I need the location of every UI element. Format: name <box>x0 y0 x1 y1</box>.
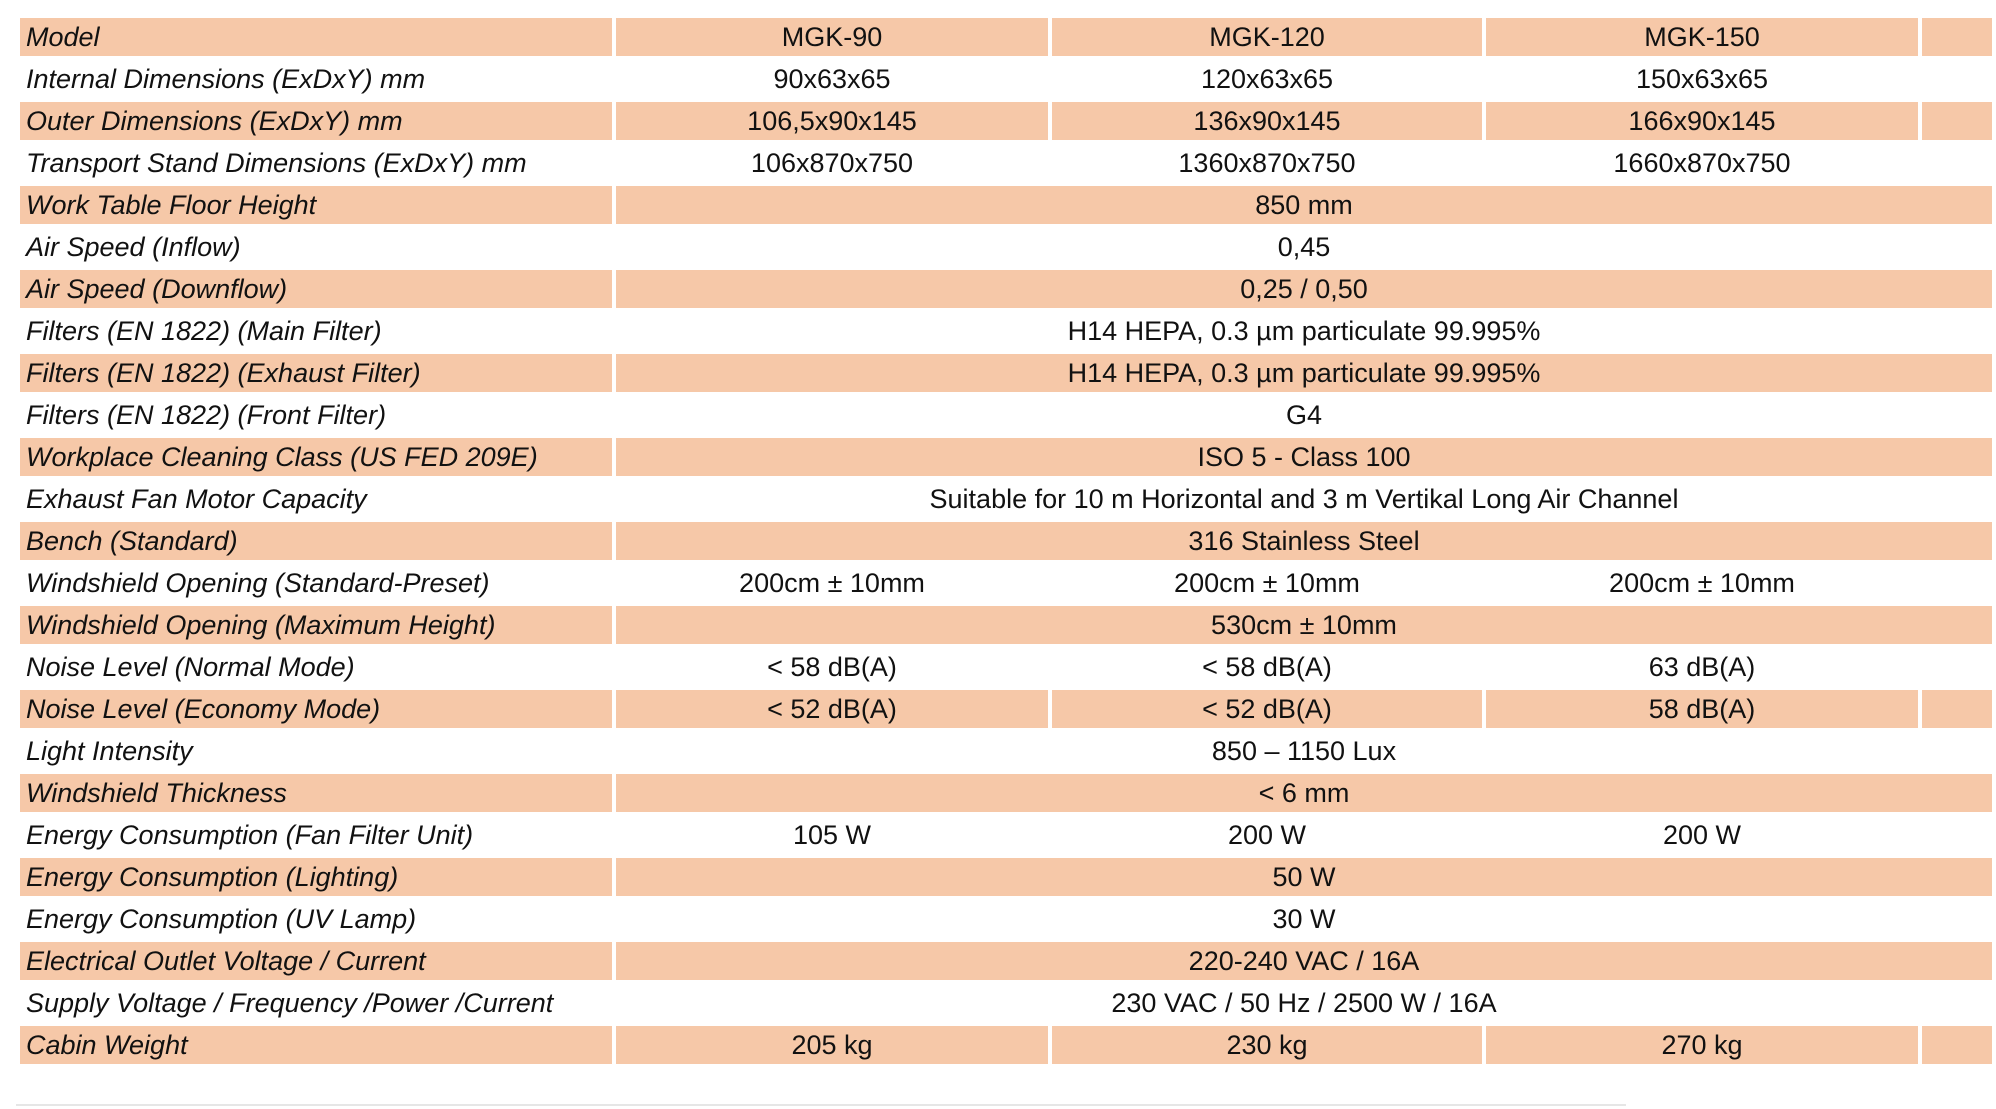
table-row <box>20 480 1992 518</box>
table-row <box>20 312 1992 350</box>
row-value: < 52 dB(A) <box>616 690 1048 728</box>
table-row <box>20 858 1992 896</box>
spec-table <box>16 14 1996 1068</box>
row-label: Air Speed (Inflow) <box>20 228 612 266</box>
row-value: H14 HEPA, 0.3 µm particulate 99.995% <box>616 354 1992 392</box>
row-label: Supply Voltage / Frequency /Power /Current <box>20 984 612 1022</box>
model-mgk-120: MGK-120 <box>1052 18 1482 56</box>
table-row <box>20 732 1992 770</box>
row-extra-cell <box>1922 60 1992 98</box>
row-extra-cell <box>1922 1026 1992 1064</box>
row-value: 58 dB(A) <box>1486 690 1918 728</box>
row-value: 166x90x145 <box>1486 102 1918 140</box>
row-value: 850 mm <box>616 186 1992 224</box>
table-row <box>20 186 1992 224</box>
row-label: Work Table Floor Height <box>20 186 612 224</box>
row-value: H14 HEPA, 0.3 µm particulate 99.995% <box>616 312 1992 350</box>
row-value: 1660x870x750 <box>1486 144 1918 182</box>
table-row <box>20 1026 1992 1064</box>
row-extra-cell <box>1922 144 1992 182</box>
table-row <box>20 900 1992 938</box>
spec-table-body <box>20 18 1992 1064</box>
row-label: Outer Dimensions (ExDxY) mm <box>20 102 612 140</box>
row-label: Windshield Opening (Standard-Preset) <box>20 564 612 602</box>
table-row <box>20 984 1992 1022</box>
row-label: Light Intensity <box>20 732 612 770</box>
row-label: Windshield Opening (Maximum Height) <box>20 606 612 644</box>
table-row <box>20 228 1992 266</box>
bottom-divider <box>16 1104 1626 1106</box>
table-row <box>20 648 1992 686</box>
row-value: 230 VAC / 50 Hz / 2500 W / 16A <box>616 984 1992 1022</box>
table-row <box>20 942 1992 980</box>
row-value: Suitable for 10 m Horizontal and 3 m Vertikal Long Air Channel <box>616 480 1992 518</box>
row-value: 90x63x65 <box>616 60 1048 98</box>
row-value: 0,45 <box>616 228 1992 266</box>
row-value: 220-240 VAC / 16A <box>616 942 1992 980</box>
table-row <box>20 102 1992 140</box>
header-row <box>20 18 1992 56</box>
row-extra-cell <box>1922 648 1992 686</box>
row-value: 150x63x65 <box>1486 60 1918 98</box>
row-value: < 52 dB(A) <box>1052 690 1482 728</box>
header-label: Model <box>20 18 612 56</box>
row-label: Filters (EN 1822) (Exhaust Filter) <box>20 354 612 392</box>
row-value: 200 W <box>1052 816 1482 854</box>
row-value: 105 W <box>616 816 1048 854</box>
row-value: 106x870x750 <box>616 144 1048 182</box>
row-label: Air Speed (Downflow) <box>20 270 612 308</box>
row-value: G4 <box>616 396 1992 434</box>
table-row <box>20 774 1992 812</box>
row-value: < 58 dB(A) <box>1052 648 1482 686</box>
row-value: 316 Stainless Steel <box>616 522 1992 560</box>
row-label: Exhaust Fan Motor Capacity <box>20 480 612 518</box>
row-label: Energy Consumption (Lighting) <box>20 858 612 896</box>
header-extra-cell <box>1922 18 1992 56</box>
row-label: Transport Stand Dimensions (ExDxY) mm <box>20 144 612 182</box>
row-label: Workplace Cleaning Class (US FED 209E) <box>20 438 612 476</box>
row-value: 200cm ± 10mm <box>616 564 1048 602</box>
row-value: 1360x870x750 <box>1052 144 1482 182</box>
row-value: 30 W <box>616 900 1992 938</box>
row-value: 136x90x145 <box>1052 102 1482 140</box>
row-label: Filters (EN 1822) (Front Filter) <box>20 396 612 434</box>
row-value: 63 dB(A) <box>1486 648 1918 686</box>
row-label: Electrical Outlet Voltage / Current <box>20 942 612 980</box>
row-value: ISO 5 - Class 100 <box>616 438 1992 476</box>
table-row <box>20 606 1992 644</box>
row-label: Windshield Thickness <box>20 774 612 812</box>
row-value: 0,25 / 0,50 <box>616 270 1992 308</box>
model-mgk-90: MGK-90 <box>616 18 1048 56</box>
table-row <box>20 144 1992 182</box>
row-value: 120x63x65 <box>1052 60 1482 98</box>
row-value: 850 – 1150 Lux <box>616 732 1992 770</box>
table-row <box>20 396 1992 434</box>
row-value: < 58 dB(A) <box>616 648 1048 686</box>
row-label: Internal Dimensions (ExDxY) mm <box>20 60 612 98</box>
row-label: Bench (Standard) <box>20 522 612 560</box>
row-value: 205 kg <box>616 1026 1048 1064</box>
row-value: 200 W <box>1486 816 1918 854</box>
table-row <box>20 438 1992 476</box>
row-value: 106,5x90x145 <box>616 102 1048 140</box>
table-row <box>20 354 1992 392</box>
row-extra-cell <box>1922 816 1992 854</box>
row-label: Noise Level (Normal Mode) <box>20 648 612 686</box>
table-row <box>20 60 1992 98</box>
row-value: 530cm ± 10mm <box>616 606 1992 644</box>
row-label: Energy Consumption (UV Lamp) <box>20 900 612 938</box>
row-value: 270 kg <box>1486 1026 1918 1064</box>
row-extra-cell <box>1922 564 1992 602</box>
row-extra-cell <box>1922 102 1992 140</box>
row-value: 50 W <box>616 858 1992 896</box>
row-label: Filters (EN 1822) (Main Filter) <box>20 312 612 350</box>
table-row <box>20 522 1992 560</box>
row-value: 200cm ± 10mm <box>1486 564 1918 602</box>
table-row <box>20 564 1992 602</box>
row-value: 200cm ± 10mm <box>1052 564 1482 602</box>
table-row <box>20 690 1992 728</box>
row-value: < 6 mm <box>616 774 1992 812</box>
table-row <box>20 270 1992 308</box>
table-row <box>20 816 1992 854</box>
row-label: Noise Level (Economy Mode) <box>20 690 612 728</box>
row-label: Energy Consumption (Fan Filter Unit) <box>20 816 612 854</box>
row-value: 230 kg <box>1052 1026 1482 1064</box>
row-label: Cabin Weight <box>20 1026 612 1064</box>
row-extra-cell <box>1922 690 1992 728</box>
model-mgk-150: MGK-150 <box>1486 18 1918 56</box>
